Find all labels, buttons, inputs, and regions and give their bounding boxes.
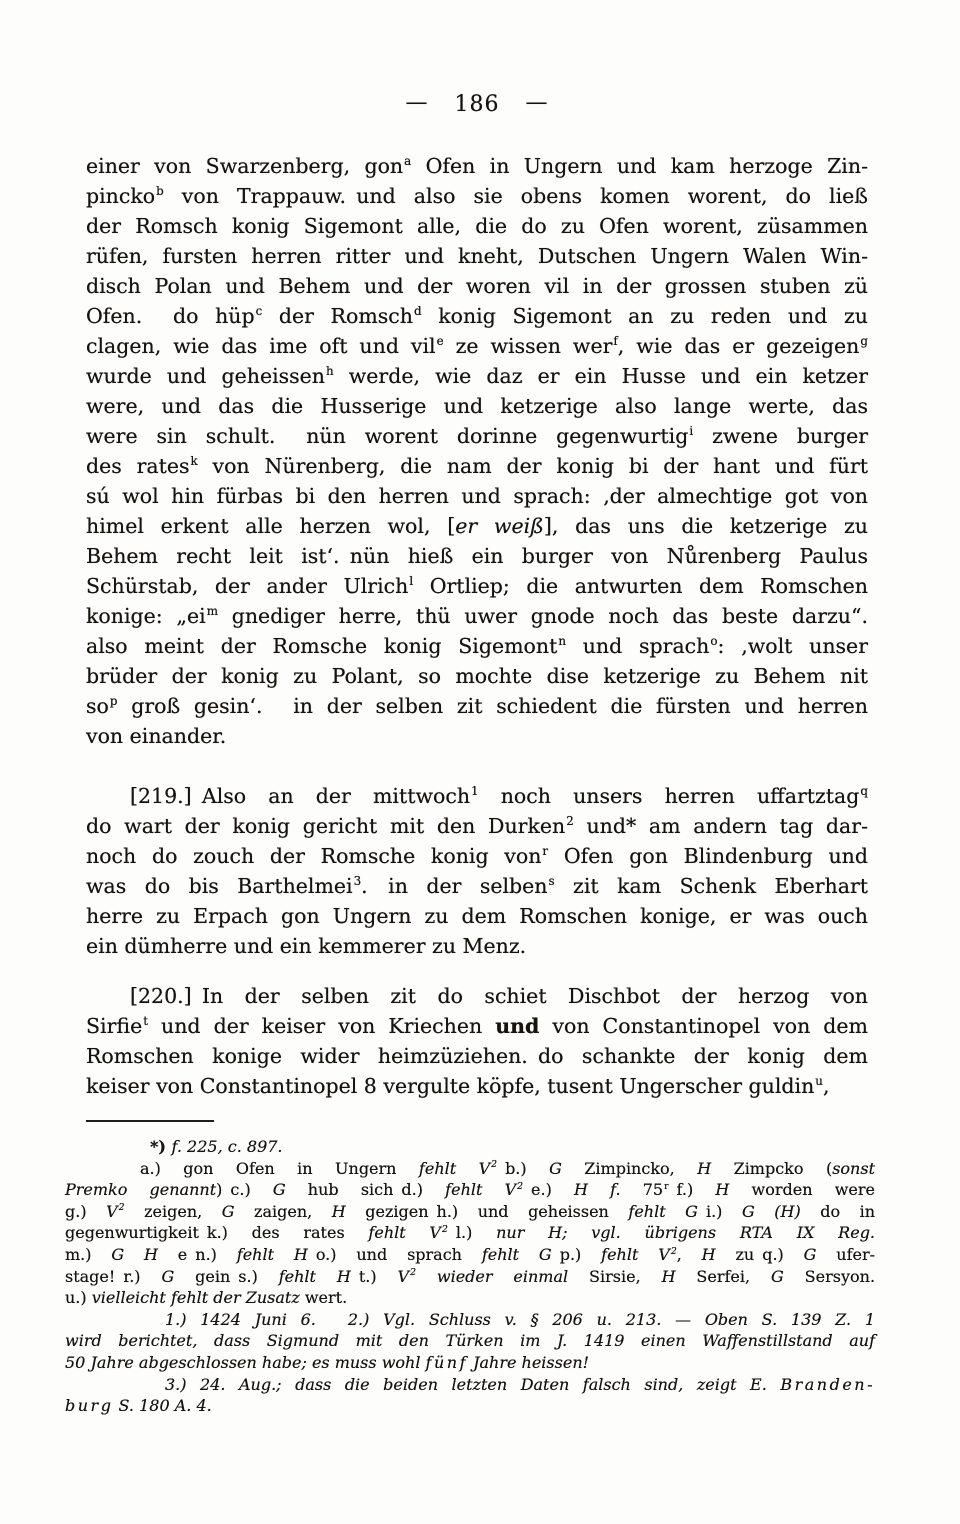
text-line: stage! r.) G gein s.) fehlt H t.) $V^2$ wieder einmal Sirsie, H Serfei, G Sersyon.	[65, 1266, 876, 1286]
text-line: m.) G H e n.) fehlt H o.) und sprach fehlt G p.) fehlt $V^2$, H zu q.) G ufer-	[65, 1244, 876, 1264]
text-line: Romschen konige wider heimzüziehen. do schankte der konig dem	[86, 1044, 868, 1068]
text-line: der Romsch konig Sigemont alle, die do zu Ofen worent, züsammen	[86, 214, 868, 238]
text-line: rüfen, fursten herren ritter und kneht, Dutschen Ungern Walen Win-	[86, 244, 868, 268]
footnote-separator-rule	[86, 1120, 214, 1122]
text-line: were sin schult. nün worent dorinne gegenwurtig$^i$ zwene burger	[86, 424, 868, 448]
text-line: sú wol hin fürbas bi den herren und sprach: ‚der almechtige got von	[86, 484, 868, 508]
text-line: a.) gon Ofen in Ungern fehlt $V^2$ b.) G Zimpincko, H Zimpcko (sonst	[140, 1158, 875, 1178]
text-line: von einander.	[86, 724, 227, 748]
page-header	[86, 92, 868, 117]
header-dash-right: —	[525, 90, 549, 115]
text-line: himel erkent alle herzen wol, [er weiß], das uns die ketzerige zu	[86, 514, 868, 538]
text-line: do wart der konig gericht mit den Durken$^2$ und* am andern tag dar-	[86, 814, 868, 838]
text-line: was do bis Barthelmei$^3$. in der selben$^s$ zit kam Schenk Eberhart	[86, 874, 868, 898]
text-line: wird berichtet, dass Sigmund mit den Türken im J. 1419 einen Waffenstillstand auf	[65, 1331, 875, 1351]
text-line: [219.] Also an der mittwoch$^1$ noch unsers herren uffartztag$^q$	[130, 784, 869, 808]
text-line: des rates$^k$ von Nürenberg, die nam der konig bi der hant und fürt	[86, 454, 869, 478]
text-line: einer von Swarzenberg, gon$^a$ Ofen in Ungern und kam herzoge Zin-	[86, 154, 868, 178]
text-line: ein dümherre und ein kemmerer zu Menz.	[86, 934, 527, 958]
main-text	[86, 151, 868, 1101]
text-line: gegenwurtigkeit k.) des rates fehlt $V^2$ l.) nur H; vgl. übrigens RTA IX Reg.	[65, 1223, 876, 1243]
para-220	[86, 981, 868, 1101]
text-line: Behem recht leit ist‘. nün hieß ein burger von Nůrenberg Paulus	[86, 544, 868, 568]
text-line: $so^p$ groß gesin‘. in der selben zit schiedent die fürsten und herren	[86, 694, 868, 718]
footnotes-block	[65, 1136, 875, 1417]
text-line: Premko genannt) c.) G hub sich d.) fehlt $V^2$ e.) H f. 75$^r$ f.) H worden were	[65, 1180, 875, 1200]
text-line: g.) $V^2$ zeigen, G zaigen, H gezigen h.) und geheissen fehlt G i.) G (H) do in	[65, 1201, 876, 1221]
text-line: herre zu Erpach gon Ungern zu dem Romschen konige, er was ouch	[86, 904, 868, 928]
text-line: 3.) 24. Aug.; dass die beiden letzten Daten falsch sind, zeigt E. Branden-	[165, 1374, 875, 1394]
text-line: were, und das die Husserige und ketzerige also lange werte, das	[86, 394, 868, 418]
text-line: also meint der Romsche konig Sigemont$^n$ und sprach$^o$: ‚wolt unser	[86, 634, 868, 658]
text-line: 1.) 1424 Juni 6. 2.) Vgl. Schluss v. § 206 u. 213. — Oben S. 139 Z. 1	[165, 1309, 875, 1329]
text-line: konige: $„ei^m$ gnediger herre, thü uwer gnode noch das beste darzu“.	[86, 604, 868, 628]
text-line: brüder der konig zu Polant, so mochte dise ketzerige zu Behem nit	[86, 664, 868, 688]
text-line: Sirfie$^t$ und der keiser von Kriechen und von Constantinopel von dem	[86, 1014, 868, 1038]
text-line: clagen, wie das ime oft und vil$^e$ ze wissen wer$^f$, wie das er gezeigen$^g$	[86, 334, 868, 358]
header-dash-left: —	[405, 90, 429, 115]
para-continuation	[86, 151, 868, 751]
page-number: 186	[454, 92, 500, 117]
text-line: keiser von Constantinopel 8 vergulte köpfe, tusent Ungerscher guldin$^u$,	[86, 1074, 830, 1098]
text-line: Ofen. do hüp$^c$ der Romsch$^d$ konig Sigemont an zu reden und zu	[86, 304, 868, 328]
text-line: noch do zouch der Romsche konig von$^r$ Ofen gon Blindenburg und	[86, 844, 868, 868]
text-line: burg S. 180 A. 4.	[65, 1396, 212, 1416]
text-line: pincko$^b$ von Trappauw. und also sie obens komen worent, do ließ	[86, 184, 868, 208]
text-line: [220.] In der selben zit do schiet Dischbot der herzog von	[130, 984, 868, 1008]
text-line: disch Polan und Behem und der woren vil in der grossen stuben zü	[86, 274, 868, 298]
text-line: u.) vielleicht fehlt der Zusatz wert.	[65, 1288, 348, 1308]
text-line: Schürstab, der ander Ulrich$^l$ Ortliep; die antwurten dem Romschen	[86, 574, 868, 598]
text-line: *) f. 225, c. 897.	[150, 1137, 283, 1156]
text-line: wurde und geheissen$^h$ werde, wie daz er ein Husse und ein ketzer	[86, 364, 869, 388]
para-219	[86, 781, 868, 961]
text-line: 50 Jahre abgeschlossen habe; es muss wohl fünf Jahre heissen!	[65, 1352, 590, 1372]
